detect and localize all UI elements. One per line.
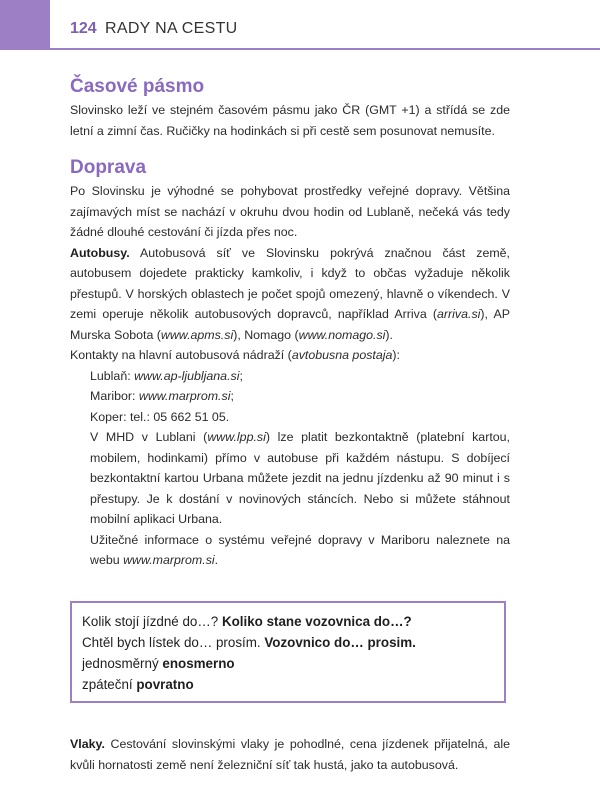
time-zone-paragraph: Slovinsko leží ve stejném časovém pásmu jako ČR (GMT +1) a střídá se zde letní a zimní čas. Ručičky na hodinkách si při cestě sem posunovat nemusíte. (70, 103, 510, 138)
running-head: RADY NA CESTU (105, 20, 238, 37)
station-koper: Koper: tel.: 05 662 51 05. (90, 409, 230, 424)
buses-label: Autobusy. (70, 245, 130, 260)
trains-label: Vlaky. (70, 737, 105, 751)
page-number: 124 (70, 20, 97, 37)
apms-link[interactable]: www.apms.si (160, 327, 234, 342)
station-ljubljana: Lublaň: www.ap-ljubljana.si; (90, 368, 243, 383)
arriva-link[interactable]: arriva.si (437, 307, 481, 321)
header-rule (50, 48, 600, 50)
phrase-box (70, 601, 506, 703)
phrase-line: Kolik stojí jízdné do…? Koliko stane vozovnica do…? (82, 614, 412, 629)
nomago-link[interactable]: www.nomago.si (298, 327, 386, 342)
lpp-link[interactable]: www.lpp.si (207, 430, 266, 444)
marprom-web-link[interactable]: www.marprom.si (123, 553, 215, 567)
maribor-paragraph: Užitečné informace o systému veřejné dopravy v Mariboru naleznete na webu www.marprom.si. (90, 532, 510, 567)
ap-ljubljana-link[interactable]: www.ap-ljubljana.si (134, 368, 240, 383)
stations-term: avtobusna postaja (291, 348, 393, 362)
main-content (70, 74, 510, 571)
marprom-link[interactable]: www.marprom.si (138, 389, 231, 403)
mhd-paragraph: V MHD v Lublani (www.lpp.si) lze platit bezkontaktně (platební kartou, mobilem, hodinkami) přímo v autobuse při každém nástupu. S dobíjecí bezkontaktní kartou Urbana můžete jezdit na jednu jízdenku až 90 minut i s přestupy. Je k dostání v novinových stáncích. Nebo si můžete stáhnout mobilní aplikaci Urbana. (90, 430, 510, 526)
trains-paragraph: Vlaky. Cestování slovinskými vlaky je pohodlné, cena jízdenek přijatelná, ale kvůli hornatosti země není železniční síť tak hustá, jako ta autobusová. (70, 737, 510, 772)
phrase-line: Chtěl bych lístek do… prosím. Vozovnico do… prosim. (82, 635, 416, 650)
transport-intro: Po Slovinsku je výhodné se pohybovat prostředky veřejné dopravy. Většina zajímavých míst se nachází v okruhu dvou hodin od Lublaně, nečeká vás tedy žádné dlouhé cestování či jízda přes noc. (70, 184, 510, 239)
time-zone-heading: Časové pásmo (70, 76, 205, 97)
transport-heading: Doprava (70, 157, 147, 178)
buses-paragraph: Autobusy. Autobusová síť ve Slovinsku pokrývá značnou část země, autobusem dojedete prakticky kamkoliv, i když to občas vyžaduje několik přestupů. V horských oblastech je počet spojů omezený, hlavně o víkendech. V zemi operuje několik autobusových dopravců, například Arriva (arriva.si), AP Murska Sobota (www.apms.si), Nomago (www.nomago.si). (70, 245, 511, 342)
phrase-line: zpáteční povratno (82, 677, 194, 692)
phrase-line: jednosměrný enosmerno (82, 656, 235, 671)
stations-intro: Kontakty na hlavní autobusová nádraží (avtobusna postaja): (70, 348, 400, 362)
header-accent-block (0, 0, 50, 50)
station-maribor: Maribor: www.marprom.si; (90, 389, 234, 403)
page-header (0, 0, 600, 50)
